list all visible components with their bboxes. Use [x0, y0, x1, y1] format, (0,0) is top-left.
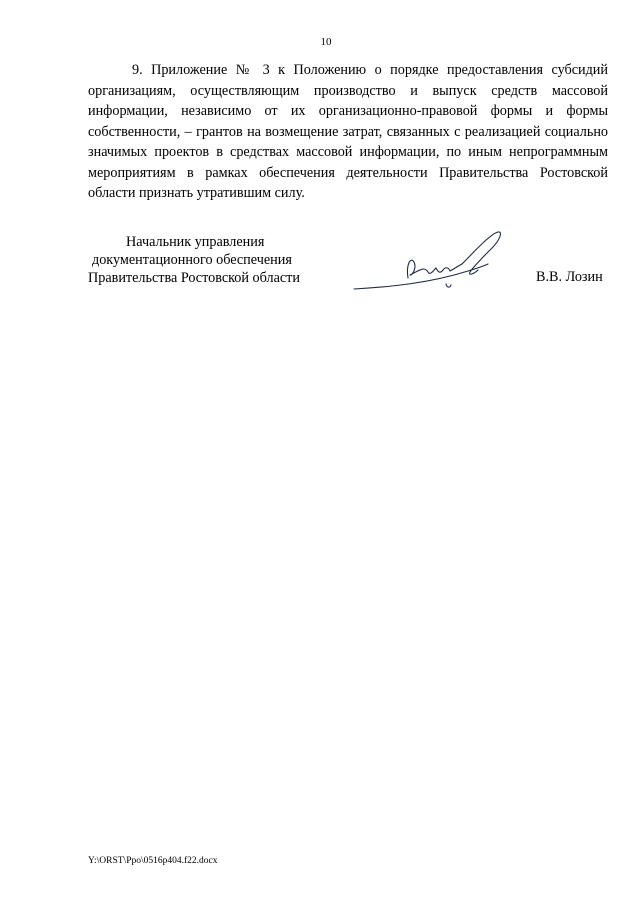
signatory-title — [88, 233, 300, 287]
signatory-title-line-2: документационного обеспечения — [92, 252, 292, 268]
file-path-footer: Y:\ORST\Ppo\0516p404.f22.docx — [88, 856, 218, 866]
signer-name: В.В. Лозин — [536, 269, 603, 285]
paragraph-9: 9. Приложение № 3 к Положению о порядке предоставления субсидий организациям, осуществляющим производство и выпуск средств массовой информации, независимо от их организационно-правовой формы и формы собственности, – грантов на возмещение затрат, связанных с реализацией социально значимых проектов в средствах массовой информации, по иным непрограммным мероприятиям в рамках обеспечения деятельности Правительства Ростовской области признать утратившим силу. — [88, 62, 608, 201]
signatory-title-line-1: Начальник управления — [126, 234, 265, 250]
signatory-title-line-3: Правительства Ростовской области — [88, 270, 300, 286]
page-number: 10 — [320, 36, 332, 48]
signature-icon — [350, 226, 510, 296]
